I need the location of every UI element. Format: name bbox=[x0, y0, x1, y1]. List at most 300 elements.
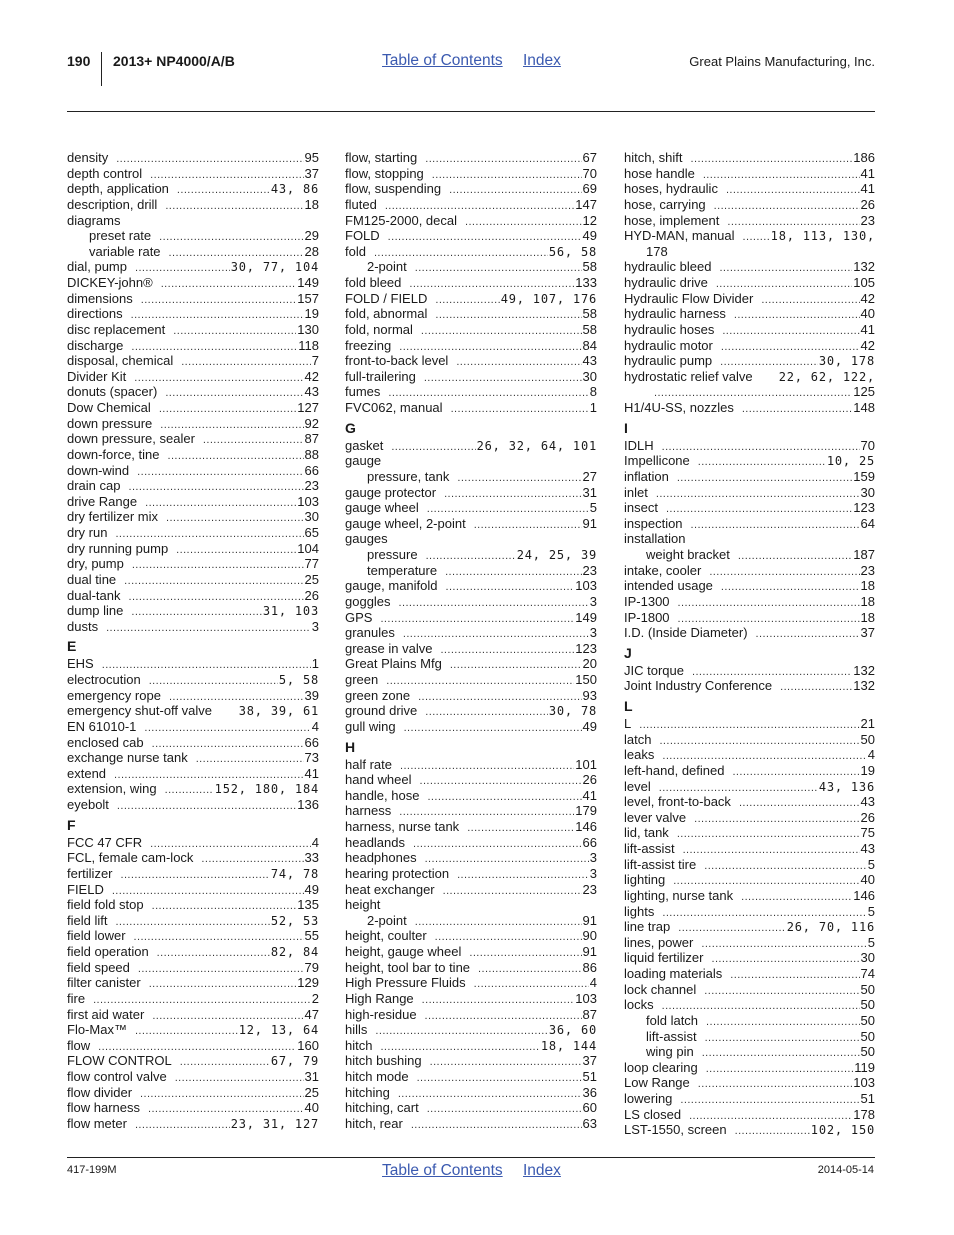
index-page-ref[interactable]: 103 bbox=[853, 1075, 875, 1091]
index-entry bbox=[624, 197, 875, 213]
index-page-ref[interactable]: 42 bbox=[860, 290, 875, 306]
dot-leader bbox=[677, 471, 852, 485]
index-page-ref[interactable]: 41 bbox=[582, 787, 597, 803]
dot-leader bbox=[386, 674, 574, 688]
index-page-ref[interactable]: 23 bbox=[582, 562, 597, 578]
index-page-ref[interactable]: 73 bbox=[304, 750, 319, 766]
index-page-ref[interactable]: 3 bbox=[589, 865, 597, 881]
index-entry bbox=[345, 803, 597, 819]
index-entry bbox=[67, 353, 319, 369]
index-page-ref[interactable]: 10, 25 bbox=[826, 454, 875, 469]
index-page-ref[interactable]: 136 bbox=[297, 797, 319, 812]
index-entry bbox=[624, 500, 875, 516]
index-page-ref[interactable]: 30, 77, 104 bbox=[230, 260, 319, 275]
index-page-ref[interactable]: 91 bbox=[582, 912, 597, 928]
index-page-ref[interactable]: 77 bbox=[304, 556, 319, 572]
index-page-ref[interactable]: 149 bbox=[297, 275, 319, 290]
index-page-ref[interactable]: 179 bbox=[575, 803, 597, 819]
dot-leader bbox=[451, 402, 589, 416]
index-page-ref[interactable]: 51 bbox=[860, 1091, 875, 1106]
index-page-ref[interactable]: 186 bbox=[853, 150, 875, 165]
index-subentry bbox=[624, 1044, 875, 1060]
index-term: Impellicone bbox=[624, 453, 690, 469]
index-page-ref[interactable]: 23 bbox=[860, 212, 875, 228]
index-page-ref[interactable]: 25 bbox=[304, 1084, 319, 1100]
index-page-ref[interactable]: 43 bbox=[582, 353, 597, 369]
index-term: Dow Chemical bbox=[67, 400, 151, 415]
index-term: dry fertilizer mix bbox=[67, 509, 159, 525]
index-page-ref[interactable]: 1 bbox=[589, 400, 597, 415]
index-page-ref[interactable]: 50 bbox=[860, 1012, 875, 1028]
dot-leader bbox=[456, 355, 581, 369]
dot-leader bbox=[385, 199, 574, 213]
index-term: depth, application bbox=[67, 181, 169, 197]
index-page-ref[interactable]: 129 bbox=[297, 975, 319, 991]
index-term: left-hand, defined bbox=[624, 762, 725, 778]
dot-leader bbox=[398, 1087, 582, 1101]
index-page-ref[interactable]: 64 bbox=[860, 515, 875, 531]
index-page-ref[interactable]: 88 bbox=[304, 446, 319, 462]
index-page-ref[interactable]: 104 bbox=[297, 540, 319, 556]
index-page-ref[interactable]: 70 bbox=[582, 165, 597, 181]
index-page-ref[interactable]: 12 bbox=[582, 212, 597, 228]
index-term: green bbox=[345, 672, 379, 687]
dot-leader bbox=[399, 596, 589, 610]
index-entry bbox=[67, 478, 319, 494]
document-title: 2013+ NP4000/A/B bbox=[113, 53, 235, 69]
index-term: weight bracket bbox=[646, 547, 730, 562]
index-page-ref[interactable]: 147 bbox=[575, 196, 597, 212]
index-page-ref[interactable]: 65 bbox=[304, 525, 319, 540]
index-page-ref[interactable]: 118 bbox=[298, 337, 319, 353]
index-subentry bbox=[67, 228, 319, 244]
index-subentry bbox=[624, 1029, 875, 1045]
index-term: green zone bbox=[345, 687, 411, 703]
index-page-ref[interactable]: 30 bbox=[860, 950, 875, 966]
index-entry bbox=[67, 835, 319, 851]
index-page-ref[interactable]: 30 bbox=[582, 368, 597, 384]
index-page-ref[interactable]: 101 bbox=[575, 756, 597, 772]
index-page-ref[interactable]: 5 bbox=[867, 903, 875, 919]
index-entry bbox=[67, 541, 319, 557]
index-section-letter: H bbox=[345, 738, 356, 755]
index-page-ref[interactable]: 8 bbox=[589, 384, 597, 400]
index-page-ref[interactable]: 5 bbox=[867, 856, 875, 872]
index-page-ref[interactable]: 149 bbox=[575, 609, 597, 625]
index-term: down pressure, sealer bbox=[67, 431, 195, 447]
dot-leader bbox=[169, 246, 304, 260]
index-page-ref[interactable]: 26 bbox=[860, 809, 875, 825]
index-page-ref[interactable]: 23 bbox=[582, 881, 597, 897]
index-page-ref[interactable]: 79 bbox=[304, 959, 319, 975]
index-term: hitching, cart bbox=[345, 1100, 419, 1116]
index-entry bbox=[345, 197, 597, 213]
index-page-ref[interactable]: 127 bbox=[297, 400, 319, 415]
index-page-ref[interactable]: 43, 136 bbox=[818, 779, 875, 794]
index-page-ref[interactable]: 18, 144 bbox=[540, 1038, 597, 1053]
index-page-ref[interactable]: 21 bbox=[860, 716, 875, 731]
index-entry bbox=[67, 509, 319, 525]
dot-leader bbox=[131, 340, 297, 354]
index-entry bbox=[345, 384, 597, 400]
index-page-ref[interactable]: 132 bbox=[853, 662, 875, 678]
footer-toc-link[interactable]: Table of Contents bbox=[382, 1162, 503, 1179]
index-entry bbox=[67, 960, 319, 976]
index-entry bbox=[624, 306, 875, 322]
index-page-ref[interactable]: 37 bbox=[582, 1053, 597, 1069]
index-subentry bbox=[624, 1013, 875, 1029]
index-entry bbox=[624, 275, 875, 291]
header-index-link[interactable]: Index bbox=[523, 52, 561, 69]
index-page-ref[interactable]: 66 bbox=[304, 462, 319, 478]
index-page-ref[interactable]: 41 bbox=[860, 181, 875, 197]
index-page-ref[interactable]: 31 bbox=[304, 1069, 319, 1084]
index-page-ref[interactable]: 19 bbox=[304, 306, 319, 322]
dot-leader bbox=[177, 183, 270, 197]
dot-leader bbox=[173, 324, 296, 338]
dot-leader bbox=[734, 308, 860, 322]
index-page-ref[interactable]: 37 bbox=[860, 625, 875, 641]
index-term: installation bbox=[624, 531, 686, 547]
index-page-ref[interactable]: 91 bbox=[582, 515, 597, 531]
index-page-ref[interactable]: 67 bbox=[582, 150, 597, 165]
index-page-ref[interactable]: 31 bbox=[582, 484, 597, 500]
index-entry bbox=[67, 306, 319, 322]
index-page-ref[interactable]: 41 bbox=[860, 321, 875, 337]
index-term: discharge bbox=[67, 337, 124, 353]
index-page-ref[interactable]: 103 bbox=[297, 493, 319, 509]
index-entry bbox=[67, 275, 319, 291]
index-entry bbox=[67, 572, 319, 588]
index-page-ref[interactable]: 50 bbox=[860, 981, 875, 997]
index-term: locks bbox=[624, 997, 654, 1013]
index-term: field speed bbox=[67, 959, 130, 975]
index-column-2 bbox=[345, 150, 597, 1132]
index-page-ref[interactable]: 28 bbox=[304, 243, 319, 259]
index-page-ref[interactable]: 125 bbox=[853, 384, 875, 400]
index-entry bbox=[345, 1069, 597, 1085]
index-page-ref[interactable]: 39 bbox=[304, 687, 319, 703]
index-term: field lift bbox=[67, 912, 108, 928]
index-page-ref[interactable]: 135 bbox=[297, 897, 319, 913]
index-page-ref[interactable]: 150 bbox=[575, 672, 597, 687]
index-entry bbox=[345, 788, 597, 804]
dot-leader bbox=[93, 993, 311, 1007]
index-page-ref[interactable]: 159 bbox=[853, 468, 875, 484]
index-term: FLOW CONTROL bbox=[67, 1053, 172, 1069]
index-entry bbox=[67, 735, 319, 751]
index-page-ref[interactable]: 87 bbox=[582, 1006, 597, 1022]
dot-leader bbox=[721, 580, 860, 594]
dot-leader bbox=[719, 261, 852, 275]
index-page-ref[interactable]: 37 bbox=[304, 165, 319, 181]
index-page-ref[interactable]: 20 bbox=[582, 656, 597, 672]
index-page-ref[interactable]: 43 bbox=[860, 794, 875, 810]
index-page-ref[interactable]: 5 bbox=[589, 500, 597, 516]
index-page-ref[interactable]: 36, 60 bbox=[548, 1023, 597, 1038]
index-term: dusts bbox=[67, 618, 99, 634]
dot-leader bbox=[694, 812, 859, 826]
index-page-ref[interactable]: 3 bbox=[311, 618, 319, 634]
index-page-ref[interactable]: 23, 31, 127 bbox=[230, 1116, 319, 1131]
index-page-ref[interactable]: 187 bbox=[853, 547, 875, 562]
index-page-ref[interactable]: 160 bbox=[297, 1037, 319, 1053]
dot-leader bbox=[714, 199, 860, 213]
index-term: line trap bbox=[624, 919, 671, 935]
index-page-ref[interactable]: 42 bbox=[304, 368, 319, 384]
index-page-ref[interactable]: 31, 103 bbox=[262, 604, 319, 619]
index-term: gauge bbox=[345, 453, 382, 469]
index-page-ref[interactable]: 84 bbox=[582, 337, 597, 353]
index-subentry bbox=[67, 244, 319, 260]
dot-leader bbox=[388, 230, 582, 244]
index-term: hydraulic pump bbox=[624, 353, 713, 369]
index-page-ref[interactable]: 50 bbox=[860, 997, 875, 1013]
index-term: handle, hose bbox=[345, 787, 420, 803]
dot-leader bbox=[388, 386, 588, 400]
index-page-ref[interactable]: 66 bbox=[304, 734, 319, 750]
dot-leader bbox=[180, 1055, 270, 1069]
index-page-ref[interactable]: 146 bbox=[575, 819, 597, 834]
index-page-ref[interactable]: 55 bbox=[304, 928, 319, 944]
index-page-ref[interactable]: 30 bbox=[304, 509, 319, 525]
index-term: hoses, hydraulic bbox=[624, 181, 718, 197]
index-term: FM125-2000, decal bbox=[345, 212, 458, 228]
index-page-ref[interactable]: 49 bbox=[582, 718, 597, 734]
index-page-ref[interactable]: 3 bbox=[589, 593, 597, 609]
index-entry bbox=[624, 997, 875, 1013]
index-term: lights bbox=[624, 903, 655, 919]
index-page-ref[interactable]: 47 bbox=[304, 1006, 319, 1022]
index-page-ref[interactable]: 30, 78 bbox=[548, 704, 597, 719]
index-page-ref[interactable]: 4 bbox=[589, 975, 597, 991]
index-page-ref[interactable]: 50 bbox=[860, 1028, 875, 1044]
index-page-ref[interactable]: 22, 62, 122, bbox=[778, 369, 875, 384]
index-entry bbox=[624, 353, 875, 369]
index-page-ref[interactable]: 123 bbox=[853, 500, 875, 516]
index-entry bbox=[345, 150, 597, 166]
index-entry bbox=[624, 1091, 875, 1107]
dot-leader bbox=[175, 1071, 304, 1085]
dot-leader bbox=[157, 946, 270, 960]
index-entry bbox=[345, 1100, 597, 1116]
index-page-ref[interactable]: 26, 70, 116 bbox=[786, 920, 875, 935]
index-page-ref[interactable]: 40 bbox=[304, 1100, 319, 1116]
index-term: fold bbox=[345, 243, 366, 259]
index-page-ref[interactable]: 66 bbox=[582, 834, 597, 850]
index-page-ref[interactable]: 74, 78 bbox=[270, 866, 319, 881]
index-page-ref[interactable]: 102, 150 bbox=[810, 1123, 875, 1138]
index-page-ref[interactable]: 27 bbox=[582, 468, 597, 484]
index-entry bbox=[624, 400, 875, 416]
index-page-ref[interactable]: 58 bbox=[582, 321, 597, 337]
dot-leader bbox=[399, 340, 581, 354]
index-entry bbox=[624, 338, 875, 354]
dot-leader bbox=[152, 899, 297, 913]
index-page-ref[interactable]: 51 bbox=[582, 1069, 597, 1084]
index-term: flow divider bbox=[67, 1084, 133, 1100]
dot-leader bbox=[692, 665, 852, 679]
dot-leader bbox=[159, 230, 303, 244]
index-page-ref[interactable]: 36 bbox=[582, 1084, 597, 1100]
index-page-ref[interactable]: 50 bbox=[860, 731, 875, 747]
index-page-ref[interactable]: 60 bbox=[582, 1100, 597, 1116]
index-page-ref[interactable]: 18 bbox=[860, 609, 875, 625]
index-entry bbox=[624, 732, 875, 748]
index-page-ref[interactable]: 5 bbox=[867, 934, 875, 950]
index-page-ref[interactable]: 7 bbox=[311, 353, 319, 369]
index-page-ref[interactable]: 86 bbox=[582, 959, 597, 975]
index-page-ref[interactable]: 40 bbox=[860, 872, 875, 888]
index-page-ref[interactable]: 70 bbox=[860, 437, 875, 453]
footer-index-link[interactable]: Index bbox=[523, 1162, 561, 1179]
index-page-ref[interactable]: 93 bbox=[582, 687, 597, 703]
index-term: EHS bbox=[67, 656, 94, 672]
index-page-ref[interactable]: 43 bbox=[304, 384, 319, 400]
index-page-ref[interactable]: 49 bbox=[304, 881, 319, 897]
index-page-ref[interactable]: 103 bbox=[575, 578, 597, 594]
index-term: enclosed cab bbox=[67, 734, 144, 750]
index-page-ref[interactable]: 58 bbox=[582, 306, 597, 322]
index-page-ref[interactable]: 119 bbox=[854, 1059, 875, 1075]
index-subentry bbox=[345, 259, 597, 275]
index-term: electrocution bbox=[67, 672, 141, 687]
index-page-ref[interactable]: 152, 180, 184 bbox=[214, 782, 319, 797]
index-page-ref[interactable]: 43 bbox=[860, 841, 875, 856]
index-page-ref[interactable]: 38, 39, 61 bbox=[238, 704, 319, 719]
index-term: directions bbox=[67, 306, 123, 322]
dot-leader bbox=[432, 168, 582, 182]
dot-leader bbox=[128, 590, 303, 604]
index-page-ref[interactable]: 18 bbox=[860, 578, 875, 594]
index-term: lines, power bbox=[624, 934, 694, 950]
index-page-ref[interactable]: 146 bbox=[853, 887, 875, 903]
index-page-ref[interactable]: 18, 113, 130, bbox=[770, 229, 875, 244]
index-page-ref[interactable]: 5, 58 bbox=[278, 673, 319, 687]
index-entry bbox=[624, 794, 875, 810]
index-term: level, front-to-back bbox=[624, 794, 731, 810]
index-page-ref[interactable]: 24, 25, 39 bbox=[516, 548, 597, 562]
index-page-ref[interactable]: 26 bbox=[582, 772, 597, 788]
index-page-ref[interactable]: 41 bbox=[304, 765, 319, 781]
index-page-ref[interactable]: 49, 107, 176 bbox=[500, 291, 597, 306]
index-page-ref[interactable]: 25 bbox=[304, 571, 319, 587]
dot-leader bbox=[702, 1046, 860, 1060]
index-term: Joint Industry Conference bbox=[624, 678, 773, 694]
index-page-ref[interactable]: 74 bbox=[860, 966, 875, 981]
index-term: field operation bbox=[67, 944, 149, 959]
footer-rule bbox=[67, 1157, 875, 1158]
index-term: GPS bbox=[345, 609, 373, 625]
index-page-ref[interactable]: 41 bbox=[860, 165, 875, 181]
index-page-ref[interactable]: 3 bbox=[589, 850, 597, 866]
index-page-ref[interactable]: 4 bbox=[867, 747, 875, 763]
index-page-ref[interactable]: 40 bbox=[860, 306, 875, 322]
index-term: fold, abnormal bbox=[345, 306, 428, 322]
index-page-ref[interactable]: 26, 32, 64, 101 bbox=[476, 438, 597, 453]
index-page-ref[interactable]: 49 bbox=[582, 228, 597, 244]
index-page-ref[interactable]: 2 bbox=[311, 990, 319, 1006]
index-page-ref[interactable]: 19 bbox=[860, 762, 875, 778]
dot-leader bbox=[683, 843, 860, 857]
dot-leader bbox=[415, 261, 582, 275]
index-page-ref[interactable]: 133 bbox=[575, 275, 597, 290]
index-page-ref[interactable]: 157 bbox=[297, 290, 319, 306]
index-term: liquid fertilizer bbox=[624, 950, 704, 966]
index-section-letter: E bbox=[67, 638, 77, 655]
index-page-ref[interactable]: 178 bbox=[853, 1106, 875, 1122]
dot-leader bbox=[698, 1077, 853, 1091]
index-page-ref[interactable]: 82, 84 bbox=[270, 945, 319, 959]
index-page-ref[interactable]: 26 bbox=[860, 196, 875, 212]
index-page-ref[interactable]: 75 bbox=[860, 825, 875, 841]
index-term: 2-point bbox=[367, 259, 407, 275]
index-page-ref[interactable]: 63 bbox=[582, 1115, 597, 1131]
index-page-ref[interactable]: 42 bbox=[860, 337, 875, 353]
index-page-ref[interactable]: 50 bbox=[860, 1044, 875, 1060]
index-page-ref[interactable]: 52, 53 bbox=[270, 913, 319, 928]
index-page-ref[interactable]: 18 bbox=[860, 593, 875, 609]
index-page-ref[interactable]: 95 bbox=[304, 150, 319, 165]
index-page-ref[interactable]: 69 bbox=[582, 181, 597, 197]
index-page-ref[interactable]: 105 bbox=[853, 275, 875, 290]
dot-leader bbox=[131, 308, 304, 322]
index-page-ref[interactable]: 91 bbox=[582, 944, 597, 959]
index-page-ref[interactable]: 4 bbox=[311, 718, 319, 734]
index-page-ref[interactable]: 130 bbox=[297, 321, 319, 337]
index-page-ref[interactable]: 30 bbox=[860, 484, 875, 500]
index-page-ref[interactable]: 33 bbox=[304, 850, 319, 866]
index-page-ref[interactable]: 4 bbox=[311, 834, 319, 850]
index-page-ref[interactable]: 132 bbox=[853, 678, 875, 694]
index-page-ref[interactable]: 103 bbox=[575, 990, 597, 1006]
index-term: FVC062, manual bbox=[345, 400, 443, 415]
index-page-ref[interactable]: 56, 58 bbox=[548, 244, 597, 259]
index-term: fertilizer bbox=[67, 865, 113, 881]
index-page-ref[interactable]: 23 bbox=[860, 562, 875, 578]
index-page-ref[interactable]: 87 bbox=[304, 431, 319, 447]
index-entry bbox=[67, 656, 319, 672]
index-term: field fold stop bbox=[67, 897, 144, 913]
index-entry bbox=[345, 306, 597, 322]
index-term: disposal, chemical bbox=[67, 353, 174, 369]
index-page-ref[interactable]: 43, 86 bbox=[270, 182, 319, 197]
index-page-ref[interactable]: 12, 13, 64 bbox=[238, 1023, 319, 1038]
index-page-ref[interactable]: 90 bbox=[582, 928, 597, 944]
dot-leader bbox=[450, 658, 582, 672]
index-page-ref[interactable]: 123 bbox=[575, 640, 597, 656]
index-page-ref[interactable]: 29 bbox=[304, 228, 319, 244]
index-entry bbox=[345, 1053, 597, 1069]
index-section-letter: L bbox=[624, 698, 633, 714]
header-toc-link[interactable]: Table of Contents bbox=[382, 52, 503, 69]
index-page-ref[interactable]: 23 bbox=[304, 478, 319, 494]
index-page-ref[interactable]: 26 bbox=[304, 587, 319, 603]
index-page-ref[interactable]: 1 bbox=[311, 656, 319, 672]
index-page-ref[interactable]: 67, 79 bbox=[270, 1054, 319, 1069]
index-page-ref[interactable]: 92 bbox=[304, 415, 319, 431]
index-page-ref[interactable]: 30, 178 bbox=[818, 354, 875, 369]
index-page-ref[interactable]: 148 bbox=[853, 400, 875, 415]
header-divider bbox=[101, 52, 102, 86]
index-page-ref[interactable]: 18 bbox=[304, 196, 319, 212]
index-page-ref[interactable]: 3 bbox=[589, 625, 597, 641]
index-page-ref[interactable]: 58 bbox=[582, 259, 597, 275]
dot-leader bbox=[159, 402, 296, 416]
index-page-ref[interactable]: 132 bbox=[853, 259, 875, 275]
index-entry bbox=[345, 453, 597, 469]
document-code: 417-199M bbox=[67, 1164, 117, 1176]
